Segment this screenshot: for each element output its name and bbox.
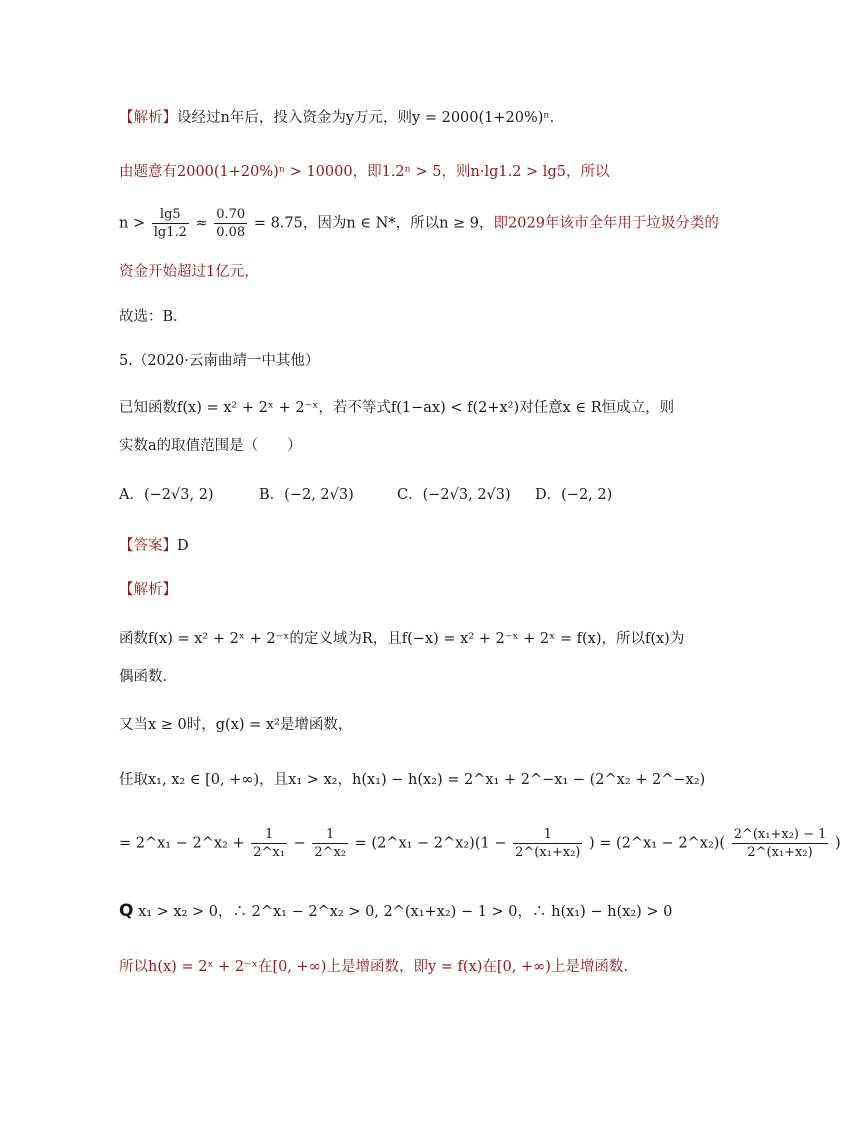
problem-stem-1: 已知函数f(x) = x² + 2ˣ + 2⁻ˣ，若不等式f(1−ax) < f(2+x²)对任意x ∈ R恒成立，则 [119, 400, 675, 416]
option-c: C．(−2√3, 2√3) [397, 487, 511, 503]
problem-stem-2: 实数a的取值范围是（ ） [119, 438, 302, 454]
analysis-line-3 [119, 206, 719, 241]
fraction-3: $\frac{1}{\text{2\textasciicircum{}(x₁+x₂)}}$ [515, 827, 581, 860]
analysis-tag: 【解析】 [119, 110, 177, 126]
inequality-rest: = 8.75，因为n ∈ N*，所以n ≥ 9， [253, 215, 494, 232]
because-symbol: Q [119, 901, 134, 921]
option-b: B．(−2, 2√3) [259, 487, 354, 503]
analysis-line-4: 资金开始超过1亿元， [119, 264, 259, 280]
analysis2-p4: = 2^x₁ − 2^x₂ + $\frac{1}{\text{2\textasciicircum{}x₁}}$ − $\frac{1}{\text{2\textasciicircum{}x₂}}$ = (2^x₁ − 2^x₂)(1 − $\frac{1}{\text{2\textasciicircum{}(x₁+x₂)}}$ ) = (2^x₁ − 2^x₂)( $\frac{\text{2\textasciicircum{}(x₁+x₂) − 1}}{\text{2\textasciicircum{}(x₁+x₂)}}$ ) [119, 827, 841, 860]
fraction-4: $\frac{\text{2\textasciicircum{}(x₁+x₂) − 1}}{\text{2\textasciicircum{}(x₁+x₂)}}$ [733, 827, 827, 860]
analysis-line-2: 由题意有2000(1+20%)ⁿ > 10000，即1.2ⁿ > 5，则n·lg1.2 > lg5，所以 [119, 164, 610, 180]
analysis2-p1a: 函数f(x) = x² + 2ˣ + 2⁻ˣ的定义域为R，且f(−x) = x² + 2⁻ˣ + 2ˣ = f(x)，所以f(x)为 [119, 631, 685, 647]
fraction-2: $\frac{1}{\text{2\textasciicircum{}x₂}}$ [314, 827, 347, 860]
analysis2-p2: 又当x ≥ 0时，g(x) = x²是增函数， [119, 717, 353, 733]
analysis-line-1 [119, 108, 554, 128]
option-a: A．(−2√3, 2) [119, 487, 214, 503]
analysis2-p6: 所以h(x) = 2ˣ + 2⁻ˣ在[0, +∞)上是增函数，即y = f(x)在[0, +∞)上是增函数. [119, 959, 628, 975]
answer-tag: 【答案】 [119, 538, 177, 554]
options-row [119, 485, 679, 507]
approx-sign: ≈ [195, 215, 208, 232]
problem-title: 5.（2020·云南曲靖一中其他） [119, 353, 320, 369]
fraction-decimal: $\frac{0.70}{0.08}$ [216, 207, 246, 240]
option-d: D．(−2, 2) [535, 487, 613, 503]
fraction-lg: $\frac{\lg 5}{\lg 1.2}$ [153, 207, 187, 240]
analysis2-p5: Q x₁ > x₂ > 0，∴ 2^x₁ − 2^x₂ > 0, 2^(x₁+x₂) − 1 > 0，∴ h(x₁) − h(x₂) > 0 [119, 901, 673, 921]
analysis-tag-2: 【解析】 [119, 582, 177, 598]
inequality-red-tail: 即2029年该市全年用于垃圾分类的 [493, 215, 719, 232]
analysis-text: 设经过n年后，投入资金为y万元，则y = 2000(1+20%)ⁿ. [177, 110, 555, 126]
analysis2-p3: 任取x₁, x₂ ∈ [0, +∞)，且x₁ > x₂，h(x₁) − h(x₂) = 2^x₁ + 2^−x₁ − (2^x₂ + 2^−x₂) [119, 772, 706, 788]
analysis2-p1b: 偶函数. [119, 669, 168, 685]
inequality-lead: n > [119, 215, 146, 232]
answer-value: D [177, 538, 189, 554]
analysis-line-5: 故选：B． [119, 309, 188, 325]
fraction-1: $\frac{1}{\text{2\textasciicircum{}x₁}}$ [253, 827, 285, 860]
answer-line [119, 536, 189, 556]
